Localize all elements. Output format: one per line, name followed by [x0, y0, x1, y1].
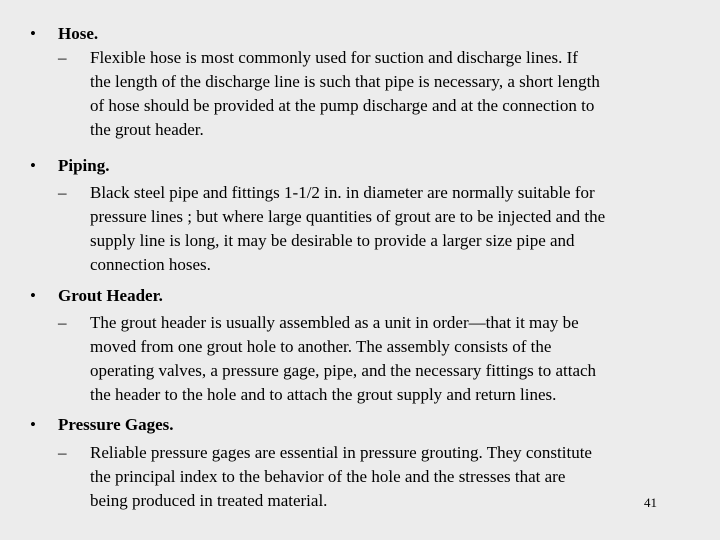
- text-line: supply line is long, it may be desirable to provide a larger size pipe and: [90, 231, 575, 250]
- bullet: •: [30, 415, 36, 434]
- text-line: the length of the discharge line is such that pipe is necessary, a short length: [90, 72, 600, 91]
- bullet: •: [30, 156, 36, 175]
- text-line: Reliable pressure gages are essential in pressure grouting. They constitute: [90, 443, 592, 462]
- text-line: moved from one grout hole to another. The assembly consists of the: [90, 337, 552, 356]
- text-line: being produced in treated material.: [90, 491, 328, 510]
- text-line: the grout header.: [90, 120, 204, 139]
- text-line: The grout header is usually assembled as a unit in order—that it may be: [90, 313, 579, 332]
- body-text-pressure-gages: [90, 441, 700, 513]
- body-text-grout-header: [90, 311, 700, 407]
- dash: –: [58, 313, 67, 332]
- dash: –: [58, 183, 67, 202]
- text-line: the principal index to the behavior of the hole and the stresses that are: [90, 467, 566, 486]
- text-line: pressure lines ; but where large quantities of grout are to be injected and the: [90, 207, 606, 226]
- heading-pressure-gages: Pressure Gages.: [58, 415, 174, 434]
- heading-grout-header: Grout Header.: [58, 286, 163, 305]
- body-text-hose: [90, 46, 700, 142]
- text-line: of hose should be provided at the pump discharge and at the connection to: [90, 96, 595, 115]
- page-number: 41: [644, 495, 657, 510]
- bullet: •: [30, 24, 36, 43]
- text-line: Black steel pipe and fittings 1-1/2 in. in diameter are normally suitable for: [90, 183, 595, 202]
- dash: –: [58, 48, 67, 67]
- heading-hose: Hose.: [58, 24, 99, 43]
- body-text-piping: [90, 181, 700, 277]
- bullet: •: [30, 286, 36, 305]
- heading-piping: Piping.: [58, 156, 110, 175]
- text-line: Flexible hose is most commonly used for suction and discharge lines. If: [90, 48, 578, 67]
- text-line: operating valves, a pressure gage, pipe, and the necessary fittings to attach: [90, 361, 597, 380]
- dash: –: [58, 443, 67, 462]
- text-line: the header to the hole and to attach the grout supply and return lines.: [90, 385, 557, 404]
- text-line: connection hoses.: [90, 255, 211, 274]
